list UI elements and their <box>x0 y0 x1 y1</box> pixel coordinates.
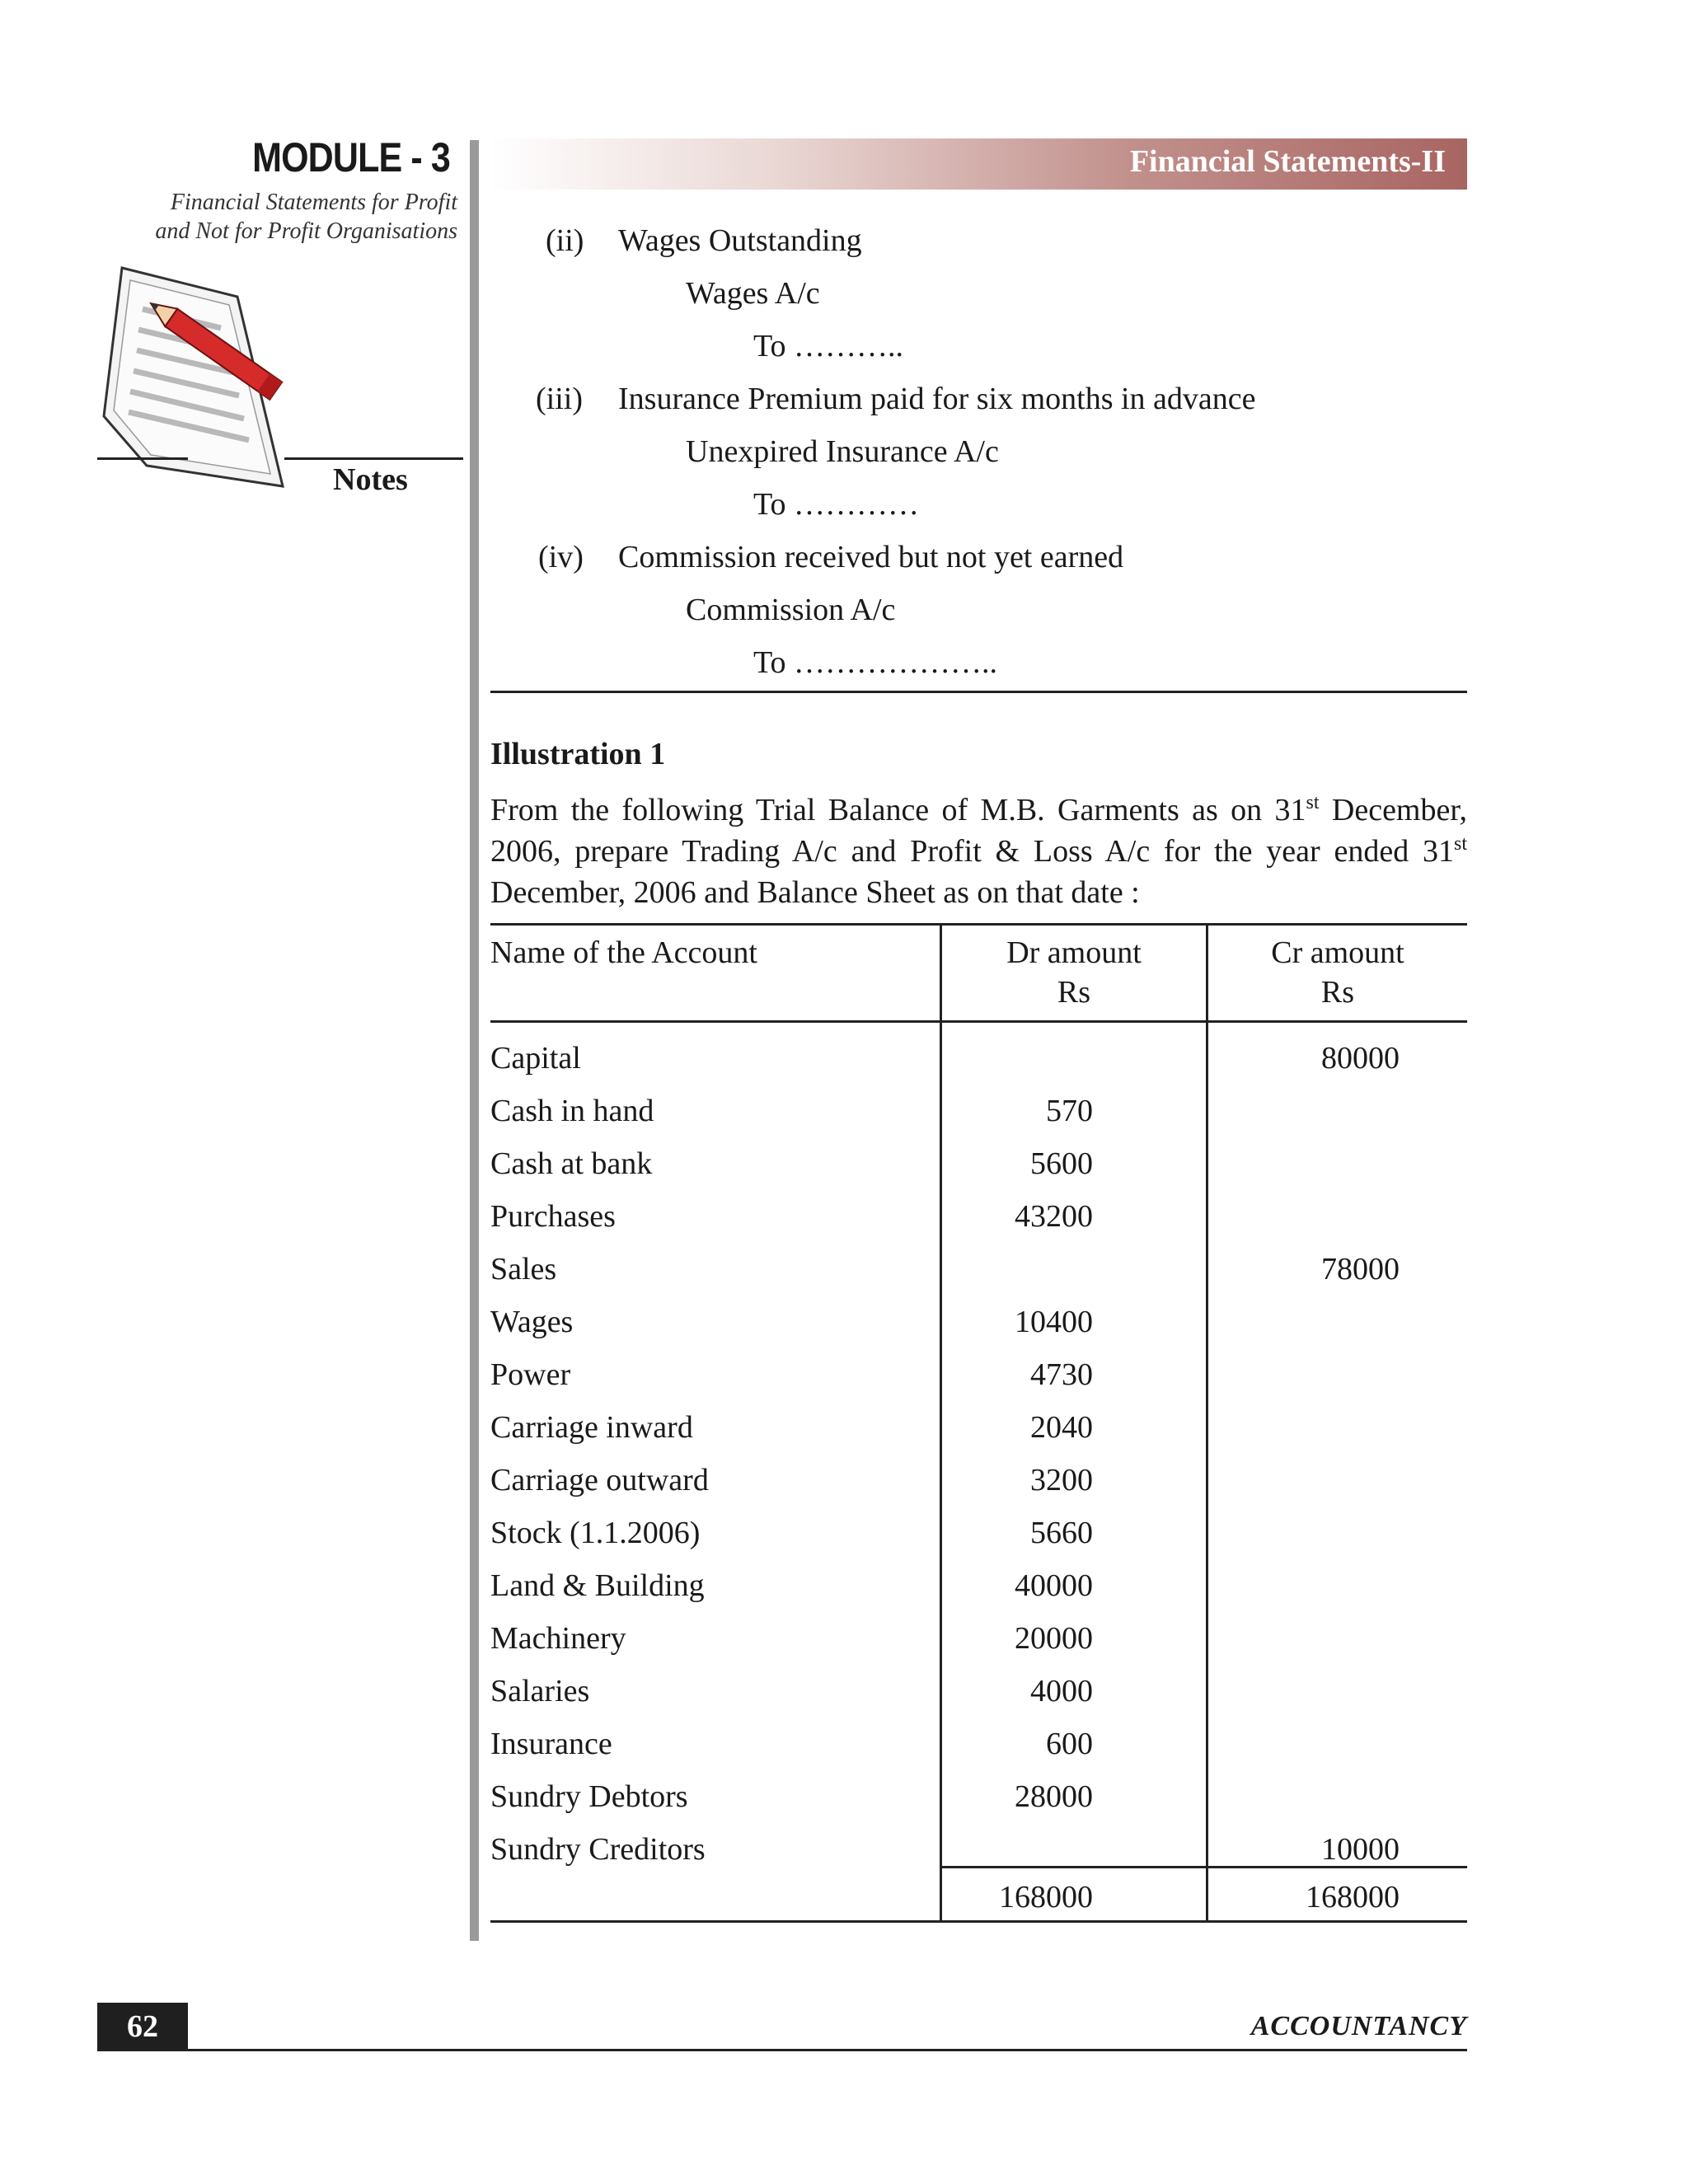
margin-bar <box>470 140 479 1941</box>
entry-account: Wages A/c <box>686 276 820 311</box>
notes-divider-left <box>97 457 188 460</box>
row-dr-amount: 570 <box>1046 1094 1093 1128</box>
entry-to: To ……….. <box>753 329 904 363</box>
table-column-divider <box>1206 923 1208 1922</box>
row-account-name: Machinery <box>490 1621 626 1656</box>
row-account-name: Cash in hand <box>490 1094 654 1128</box>
notes-pencil-icon <box>97 264 312 494</box>
illustration-title: Illustration 1 <box>490 737 666 771</box>
module-subtitle-line2: and Not for Profit Organisations <box>155 218 457 244</box>
row-account-name: Sundry Creditors <box>490 1832 706 1867</box>
row-account-name: Cash at bank <box>490 1146 653 1181</box>
row-account-name: Wages <box>490 1305 574 1339</box>
column-header-dr-unit: Rs <box>1057 975 1091 1010</box>
row-dr-amount: 43200 <box>1015 1199 1093 1234</box>
row-dr-amount: 20000 <box>1015 1621 1093 1656</box>
entry-account: Unexpired Insurance A/c <box>686 434 999 469</box>
row-dr-amount: 28000 <box>1015 1779 1093 1814</box>
column-header-name: Name of the Account <box>490 935 757 970</box>
row-cr-amount: 80000 <box>1321 1041 1400 1076</box>
row-cr-amount: 78000 <box>1321 1252 1400 1286</box>
column-header-cr: Cr amount <box>1271 935 1404 970</box>
row-dr-amount: 2040 <box>1030 1410 1093 1445</box>
column-header-dr: Dr amount <box>1006 935 1142 970</box>
row-dr-amount: 5600 <box>1030 1146 1093 1181</box>
row-dr-amount: 4730 <box>1030 1357 1093 1392</box>
row-account-name: Land & Building <box>490 1568 705 1603</box>
footer-rule <box>97 2049 1467 2051</box>
entry-number: (iii) <box>536 382 583 416</box>
row-account-name: Salaries <box>490 1674 590 1708</box>
notes-label: Notes <box>333 462 408 497</box>
row-account-name: Purchases <box>490 1199 616 1234</box>
footer-subject: ACCOUNTANCY <box>1250 2011 1467 2041</box>
total-cr-amount: 168000 <box>1306 1880 1400 1915</box>
row-dr-amount: 5660 <box>1030 1516 1093 1550</box>
entry-to: To ……………….. <box>753 645 998 680</box>
row-dr-amount: 600 <box>1046 1727 1093 1761</box>
header-title: Financial Statements-II <box>1129 144 1446 179</box>
entry-title: Commission received but not yet earned <box>618 540 1124 574</box>
row-account-name: Sundry Debtors <box>490 1779 688 1814</box>
row-account-name: Carriage inward <box>490 1410 693 1445</box>
row-dr-amount: 10400 <box>1015 1305 1093 1339</box>
trial-balance-table <box>490 923 1467 1925</box>
row-account-name: Stock (1.1.2006) <box>490 1516 701 1550</box>
module-subtitle-line1: Financial Statements for Profit <box>170 190 457 215</box>
table-bottom-rule <box>490 1920 1467 1923</box>
entry-title: Insurance Premium paid for six months in advance <box>618 382 1256 416</box>
entry-account: Commission A/c <box>686 593 896 627</box>
row-account-name: Power <box>490 1357 571 1392</box>
row-account-name: Carriage outward <box>490 1463 709 1497</box>
illustration-text-line3: December, 2006 and Balance Sheet as on that date : <box>490 875 1140 910</box>
total-dr-amount: 168000 <box>999 1880 1093 1915</box>
illustration-text-line2: 2006, prepare Trading A/c and Profit & Loss A/c for the year ended 31st <box>490 833 1467 869</box>
header-banner <box>490 138 1467 190</box>
section-divider <box>490 691 1467 693</box>
row-account-name: Capital <box>490 1041 581 1076</box>
entry-number: (iv) <box>538 540 584 574</box>
column-header-cr-unit: Rs <box>1320 975 1355 1010</box>
row-dr-amount: 40000 <box>1015 1568 1093 1603</box>
row-account-name: Insurance <box>490 1727 612 1761</box>
notes-divider-right <box>284 457 463 460</box>
table-column-divider <box>940 923 942 1922</box>
illustration-text-line1: From the following Trial Balance of M.B. Garments as on 31st December, <box>490 792 1467 827</box>
row-dr-amount: 4000 <box>1030 1674 1093 1708</box>
table-top-rule <box>490 923 1467 926</box>
page-number: 62 <box>97 2003 188 2050</box>
row-account-name: Sales <box>490 1252 557 1286</box>
table-header-rule <box>490 1020 1467 1023</box>
entry-to: To ………… <box>753 487 920 522</box>
row-cr-amount: 10000 <box>1321 1832 1400 1867</box>
entry-number: (ii) <box>546 223 584 258</box>
module-title: MODULE - 3 <box>252 134 450 180</box>
entry-title: Wages Outstanding <box>618 223 862 258</box>
row-dr-amount: 3200 <box>1030 1463 1093 1497</box>
